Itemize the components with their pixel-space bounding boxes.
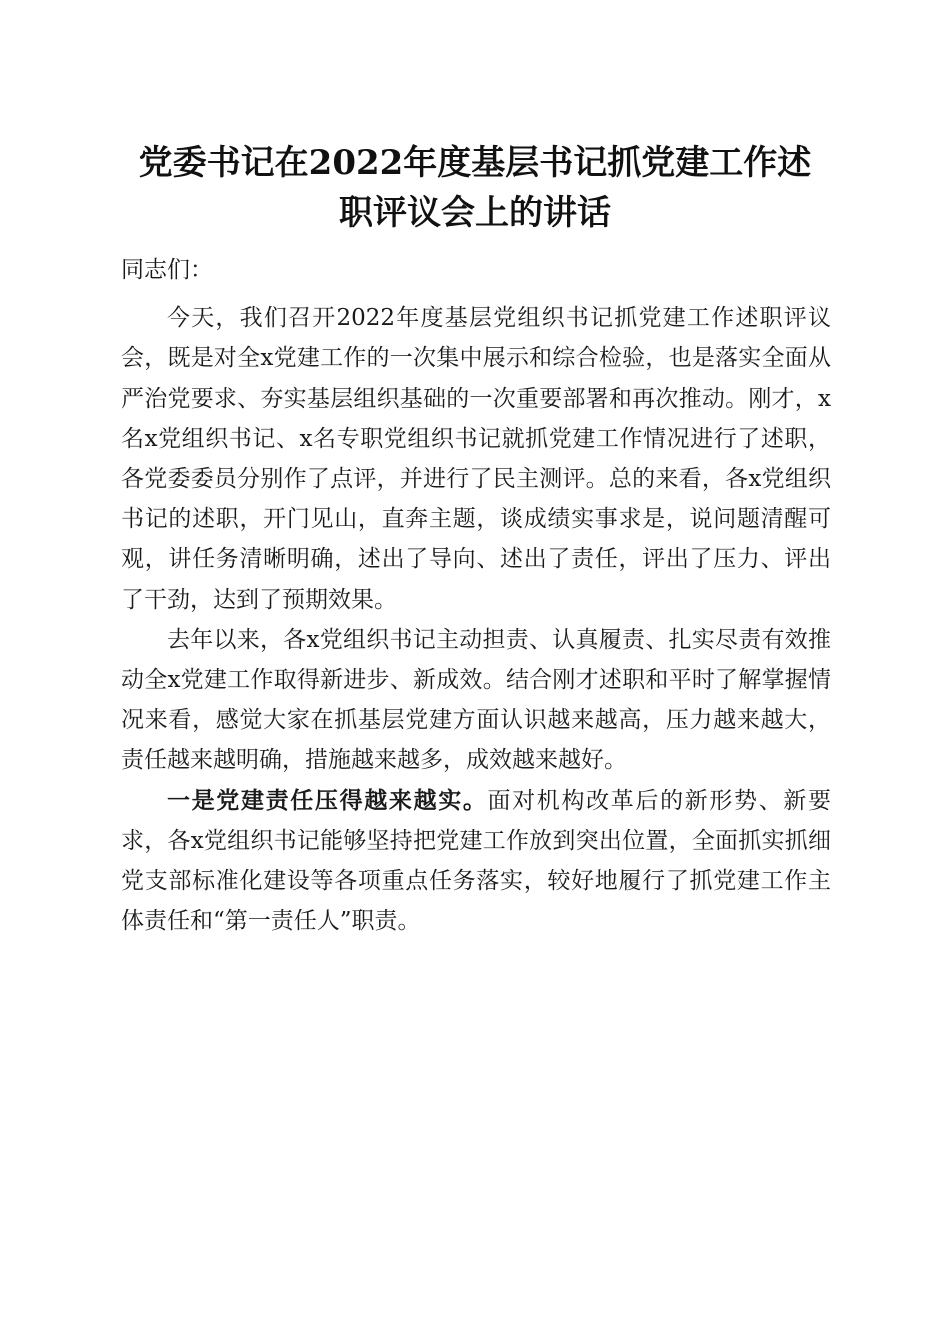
document-body (121, 250, 831, 941)
paragraph-3 (121, 781, 831, 942)
title-line-2: 职评议会上的讲话 (339, 193, 611, 233)
paragraph-3-lead: 一是党建责任压得越来越实。 (167, 786, 488, 814)
title-line-1: 党委书记在2022年度基层书记抓党建工作述 (138, 143, 812, 183)
paragraph-3-text: 面对机构改革后的新形势、新要求，各x党组织书记能够坚持把党建工作放到突出位置，全面抓实抓细党支部标准化建设等各项重点任务落实，较好地履行了抓党建工作主体责任和“第一责任人”职责。 (121, 787, 832, 935)
paragraph-2: 去年以来，各x党组织书记主动担责、认真履责、扎实尽责有效推动全x党建工作取得新进步、新成效。结合刚才述职和平时了解掌握情况来看，感觉大家在抓基层党建方面认识越来越高，压力越来越大，责任越来越明确，措施越来越多，成效越来越好。 (121, 626, 831, 774)
document-title (100, 138, 850, 238)
paragraph-1: 今天，我们召开2022年度基层党组织书记抓党建工作述职评议会，既是对全x党建工作的一次集中展示和综合检验，也是落实全面从严治党要求、夯实基层组织基础的一次重要部署和再次推动。刚才，x名x党组织书记、x名专职党组织书记就抓党建工作情况进行了述职，各党委委员分别作了点评，并进行了民主测评。总的来看，各x党组织书记的述职，开门见山，直奔主题，谈成绩实事求是，说问题清醒可观，讲任务清晰明确，述出了导向、述出了责任，评出了压力、评出了干劲，达到了预期效果。 (121, 305, 831, 613)
salutation: 同志们： (121, 257, 213, 283)
